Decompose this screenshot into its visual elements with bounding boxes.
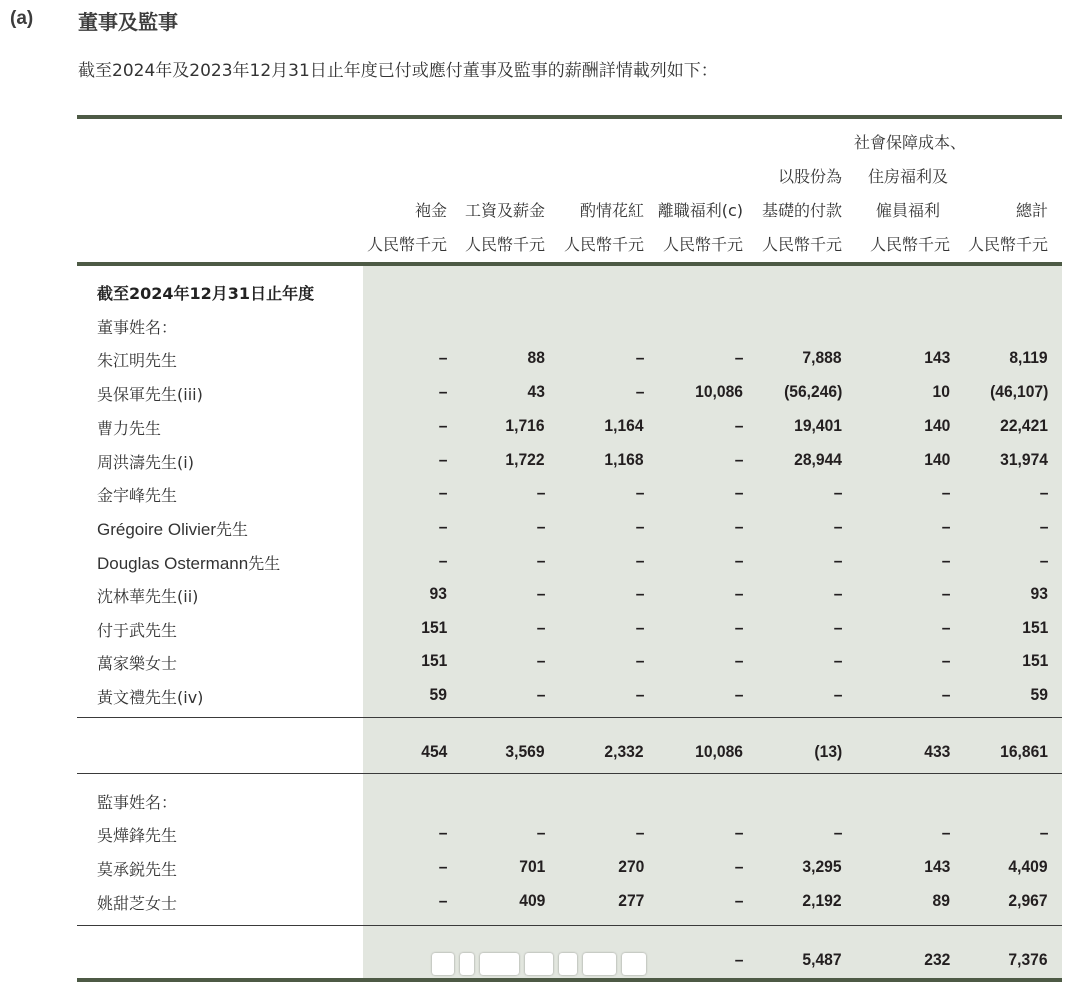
supervisors-heading: 監事姓名： — [97, 793, 178, 812]
director-name: 朱江明先生 — [97, 351, 178, 370]
value-cell: – — [833, 483, 842, 502]
director-name: 周洪濤先生(i) — [97, 453, 194, 472]
value-cell: – — [941, 483, 950, 502]
director-title: 先生 — [216, 520, 249, 539]
value-cell: 10,086 — [695, 382, 743, 401]
director-name-en: Grégoire Olivier — [97, 520, 217, 539]
shaded-figures-area — [363, 266, 1062, 980]
value-cell: – — [734, 551, 743, 570]
directors-heading: 董事姓名： — [97, 318, 178, 337]
value-cell: 28,944 — [794, 450, 842, 469]
value-cell: – — [536, 618, 545, 637]
value-cell: – — [635, 685, 644, 704]
unit-label: 人民幣千元 — [366, 235, 447, 254]
value-cell: – — [734, 618, 743, 637]
directors-total-cell: 3,569 — [505, 742, 545, 761]
value-cell: – — [438, 382, 447, 401]
value-cell: – — [536, 823, 545, 842]
value-cell: – — [941, 823, 950, 842]
value-cell: – — [438, 823, 447, 842]
value-cell: – — [635, 584, 644, 603]
value-cell: – — [438, 348, 447, 367]
value-cell: – — [734, 348, 743, 367]
value-cell: – — [438, 551, 447, 570]
directors-total-cell: 10,086 — [695, 742, 743, 761]
unit-label: 人民幣千元 — [869, 235, 950, 254]
unit-label: 人民幣千元 — [464, 235, 545, 254]
value-cell: 2,967 — [1008, 891, 1048, 910]
value-cell: – — [635, 551, 644, 570]
directors-total-cell: 16,861 — [1000, 742, 1048, 761]
watermark — [432, 951, 646, 977]
value-cell: – — [734, 483, 743, 502]
value-cell: – — [833, 551, 842, 570]
value-cell: – — [536, 483, 545, 502]
value-cell: 43 — [527, 382, 545, 401]
value-cell: 4,409 — [1008, 857, 1048, 876]
value-cell: – — [1039, 483, 1048, 502]
value-cell: – — [536, 551, 545, 570]
unit-label: 人民幣千元 — [563, 235, 644, 254]
value-cell: – — [438, 416, 447, 435]
director-name-en: Douglas Ostermann — [97, 554, 249, 573]
col-salaries-header: 工資及薪金 — [464, 201, 545, 220]
supervisor-name: 姚甜芝女士 — [97, 894, 178, 913]
supervisors-total-cell: 7,376 — [1008, 950, 1048, 969]
unit-label: 人民幣千元 — [761, 235, 842, 254]
value-cell: – — [635, 517, 644, 536]
value-cell: 89 — [932, 891, 950, 910]
col-social-header-l3: 僱員福利 — [875, 201, 940, 220]
value-cell: 140 — [923, 450, 950, 469]
unit-label: 人民幣千元 — [662, 235, 743, 254]
value-cell: 270 — [617, 857, 644, 876]
director-name: 黃文禮先生(iv) — [97, 688, 204, 707]
director-name: 沈林華先生(ii) — [97, 587, 199, 606]
col-bonus-header: 酌情花紅 — [579, 201, 644, 220]
supervisors-total-cell: – — [734, 950, 743, 969]
value-cell: – — [941, 551, 950, 570]
col-fees-header: 袍金 — [414, 201, 447, 220]
value-cell: – — [635, 483, 644, 502]
value-cell: – — [734, 584, 743, 603]
value-cell: – — [734, 857, 743, 876]
value-cell: 1,164 — [604, 416, 644, 435]
value-cell: – — [833, 823, 842, 842]
value-cell: – — [438, 483, 447, 502]
value-cell: (46,107) — [989, 382, 1048, 401]
value-cell: 10 — [932, 382, 950, 401]
directors-total-cell: 2,332 — [604, 742, 644, 761]
value-cell: – — [734, 517, 743, 536]
intro-text: 截至2024年及2023年12月31日止年度已付或應付董事及監事的薪酬詳情載列如下： — [78, 61, 718, 81]
value-cell: 59 — [429, 685, 447, 704]
value-cell: – — [734, 891, 743, 910]
value-cell: – — [438, 857, 447, 876]
value-cell: – — [941, 517, 950, 536]
year-heading: 截至2024年12月31日止年度 — [97, 284, 315, 303]
value-cell: 1,722 — [505, 450, 545, 469]
value-cell: – — [635, 823, 644, 842]
value-cell: 151 — [420, 651, 447, 670]
directors-total-cell: 454 — [420, 742, 447, 761]
col-total-header: 總計 — [1015, 201, 1048, 220]
value-cell: – — [734, 823, 743, 842]
value-cell: 151 — [1021, 618, 1048, 637]
director-name: 金宇峰先生 — [97, 486, 178, 505]
value-cell: 22,421 — [1000, 416, 1048, 435]
value-cell: – — [635, 618, 644, 637]
value-cell: 59 — [1030, 685, 1048, 704]
value-cell: 1,716 — [505, 416, 545, 435]
value-cell: – — [734, 450, 743, 469]
directors-total-bottom-rule — [77, 773, 1062, 774]
value-cell: 93 — [429, 584, 447, 603]
director-name: 萬家樂女士 — [97, 654, 178, 673]
col-social-header-l2: 住房福利及 — [867, 167, 948, 186]
col-termination-header: 離職福利(c) — [657, 201, 743, 220]
value-cell: – — [833, 651, 842, 670]
value-cell: 1,168 — [604, 450, 644, 469]
supervisor-name: 吳燁鋒先生 — [97, 826, 178, 845]
unit-label: 人民幣千元 — [967, 235, 1048, 254]
directors-total-cell: 433 — [923, 742, 950, 761]
value-cell: 31,974 — [1000, 450, 1048, 469]
value-cell: 409 — [518, 891, 545, 910]
value-cell: – — [635, 348, 644, 367]
director-title: 先生 — [248, 554, 281, 573]
value-cell: 143 — [923, 348, 950, 367]
section-title: 董事及監事 — [78, 10, 178, 34]
value-cell: – — [438, 517, 447, 536]
value-cell: – — [635, 651, 644, 670]
value-cell: – — [734, 416, 743, 435]
value-cell: 3,295 — [802, 857, 842, 876]
col-share-based-header-l2: 基礎的付款 — [761, 201, 842, 220]
value-cell: – — [833, 517, 842, 536]
value-cell: – — [941, 584, 950, 603]
value-cell: – — [941, 618, 950, 637]
value-cell: 19,401 — [794, 416, 842, 435]
value-cell: – — [833, 618, 842, 637]
value-cell: 2,192 — [802, 891, 842, 910]
supervisor-name: 莫承鋭先生 — [97, 860, 178, 879]
value-cell: – — [438, 450, 447, 469]
value-cell: – — [833, 584, 842, 603]
value-cell: 140 — [923, 416, 950, 435]
director-name: 曹力先生 — [97, 419, 162, 438]
value-cell: – — [833, 685, 842, 704]
value-cell: – — [1039, 517, 1048, 536]
value-cell: 7,888 — [802, 348, 842, 367]
value-cell: – — [635, 382, 644, 401]
value-cell: 143 — [923, 857, 950, 876]
value-cell: – — [536, 651, 545, 670]
header-bottom-rule — [77, 262, 1062, 266]
director-name: 吳保軍先生(iii) — [97, 385, 203, 404]
director-name — [97, 551, 280, 574]
value-cell: 151 — [1021, 651, 1048, 670]
value-cell: (56,246) — [783, 382, 842, 401]
value-cell: – — [941, 651, 950, 670]
value-cell: 277 — [617, 891, 644, 910]
supervisors-subtotal-rule — [77, 925, 1062, 926]
value-cell: – — [536, 517, 545, 536]
value-cell: 88 — [527, 348, 545, 367]
value-cell: – — [734, 651, 743, 670]
col-share-based-header-l1: 以股份為 — [777, 167, 842, 186]
value-cell: 93 — [1030, 584, 1048, 603]
value-cell: – — [941, 685, 950, 704]
value-cell: 151 — [420, 618, 447, 637]
value-cell: – — [734, 685, 743, 704]
value-cell: 701 — [518, 857, 545, 876]
director-name: 付于武先生 — [97, 621, 178, 640]
value-cell: – — [536, 584, 545, 603]
supervisors-total-cell: 232 — [923, 950, 950, 969]
value-cell: – — [1039, 823, 1048, 842]
director-name — [97, 517, 248, 540]
directors-total-cell: (13) — [814, 742, 842, 761]
table-top-rule — [77, 115, 1062, 119]
directors-subtotal-rule — [77, 717, 1062, 718]
supervisors-total-cell: 5,487 — [802, 950, 842, 969]
value-cell: – — [438, 891, 447, 910]
value-cell: 8,119 — [1009, 348, 1048, 367]
section-label: (a) — [10, 8, 34, 29]
value-cell: – — [536, 685, 545, 704]
value-cell: – — [1039, 551, 1048, 570]
col-social-header-l1: 社會保障成本、 — [854, 133, 967, 152]
table-bottom-rule — [77, 978, 1062, 982]
